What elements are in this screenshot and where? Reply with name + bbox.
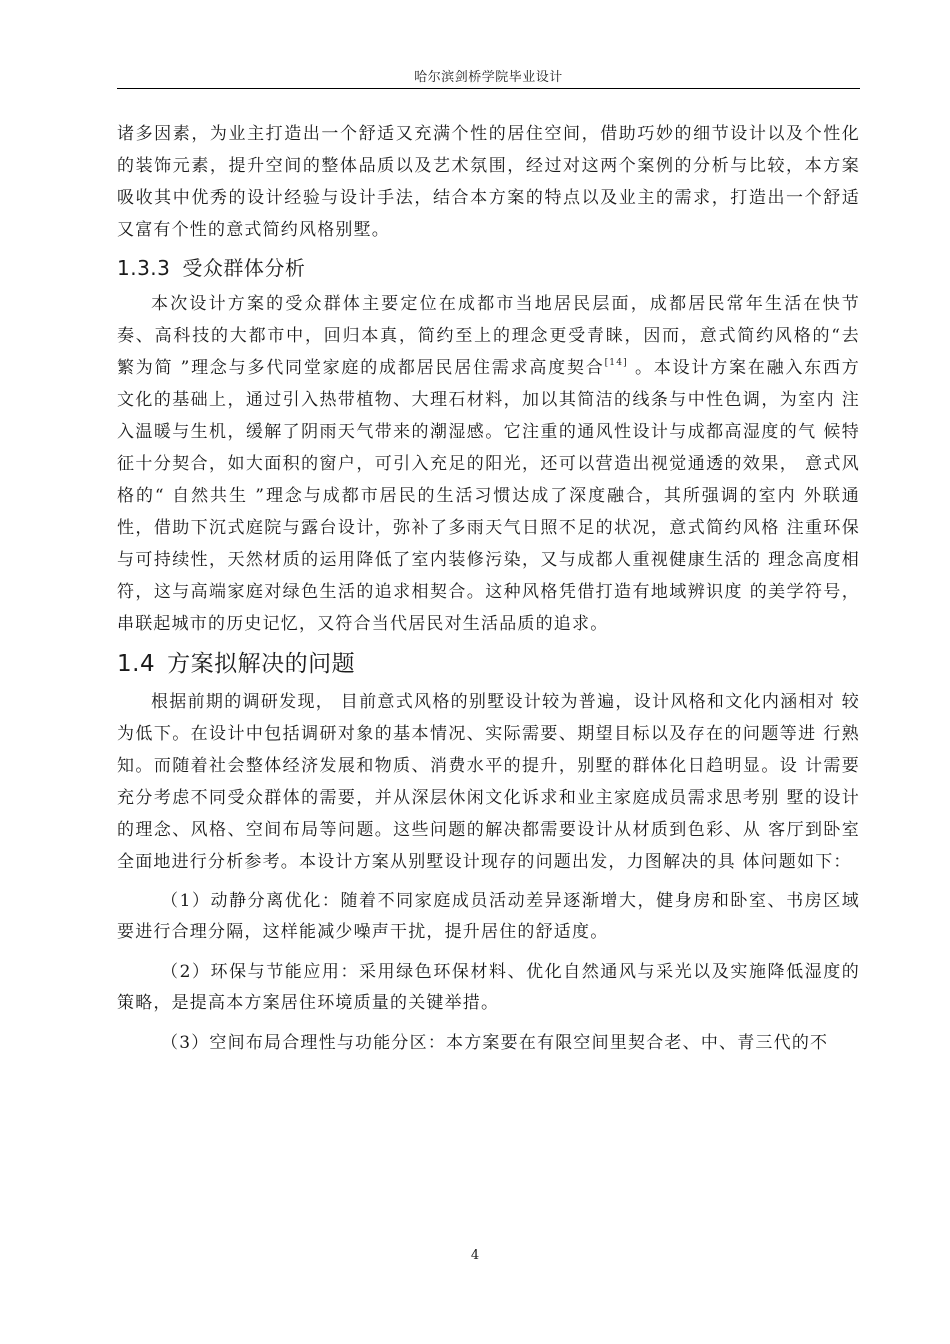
- list-item-1: （1）动静分离优化：随着不同家庭成员活动差异逐渐增大，健身房和卧室、书房区域要进行合理分隔，这样能减少噪声干扰，提升居住的舒适度。: [117, 891, 860, 942]
- section-heading-1-3-3: [117, 250, 860, 286]
- citation-reference[interactable]: [14]: [604, 358, 628, 368]
- paragraph-text: 本次设计方案的受众群体主要定位在成都市当地居民层面，成都居民常年生活在快节奏、高科技的大都市中，回归本真，简约至上的理念更受青睐，因而，意式简约风格的“去 繁为简 ”理念与多代同堂家庭的成都居民居住需求高度契合: [117, 294, 860, 378]
- section-number: 1.3.3: [117, 256, 171, 280]
- page-body: [117, 118, 860, 1068]
- header-rule: [117, 88, 860, 89]
- section-title: 方案拟解决的问题: [167, 651, 356, 677]
- section-number: 1.4: [117, 651, 156, 677]
- page-header: 哈尔滨剑桥学院毕业设计: [414, 70, 563, 85]
- section-title: 受众群体分析: [182, 256, 306, 280]
- paragraph-text: 。本设计方案在融入东西方 文化的基础上，通过引入热带植物、大理石材料，加以其简洁的线条与中性色调，为室内 注入温暖与生机，缓解了阴雨天气带来的潮湿感。它注重的通风性设计与成都高湿度的气 候特征十分契合，如大面积的窗户，可引入充足的阳光，还可以营造出视觉通透的效果， 意式风格的“ 自然共生 ”理念与成都市居民的生活习惯达成了深度融合，其所强调的室内 外联通性，借助下沉式庭院与露台设计，弥补了多雨天气日照不足的状况，意式简约风格 注重环保与可持续性，天然材质的运用降低了室内装修污染，又与成都人重视健康生活的 理念高度相符，这与高端家庭对绿色生活的追求相契合。这种风格凭借打造有地域辨识度 的美学符号，串联起城市的历史记忆，又符合当代居民对生活品质的追求。: [117, 358, 860, 634]
- section-heading-1-4: [117, 644, 860, 684]
- paragraph-audience-analysis: [117, 288, 860, 640]
- page-number: 4: [470, 1248, 480, 1263]
- list-item-2: （2）环保与节能应用：采用绿色环保材料、优化自然通风与采光以及实施降低湿度的策略，是提高本方案居住环境质量的关键举措。: [117, 962, 860, 1013]
- paragraph-intro-continuation: 诸多因素，为业主打造出一个舒适又充满个性的居住空间，借助巧妙的细节设计以及个性化的装饰元素，提升空间的整体品质以及艺术氛围，经过对这两个案例的分析与比较，本方案吸收其中优秀的设计经验与设计手法，结合本方案的特点以及业主的需求，打造出一个舒适又富有个性的意式简约风格别墅。: [117, 124, 860, 240]
- list-item-3: （3）空间布局合理性与功能分区：本方案要在有限空间里契合老、中、青三代的不: [161, 1033, 829, 1053]
- paragraph-problems-intro: 根据前期的调研发现， 目前意式风格的别墅设计较为普遍，设计风格和文化内涵相对 较为低下。在设计中包括调研对象的基本情况、实际需要、期望目标以及存在的问题等进 行熟知。而随着社会整体经济发展和物质、消费水平的提升，别墅的群体化日趋明显。设 计需要充分考虑不同受众群体的需要，并从深层休闲文化诉求和业主家庭成员需求思考别 墅的设计的理念、风格、空间布局等问题。这些问题的解决都需要设计从材质到色彩、从 客厅到卧室全面地进行分析参考。本设计方案从别墅设计现存的问题出发，力图解决的具 体问题如下：: [117, 692, 860, 872]
